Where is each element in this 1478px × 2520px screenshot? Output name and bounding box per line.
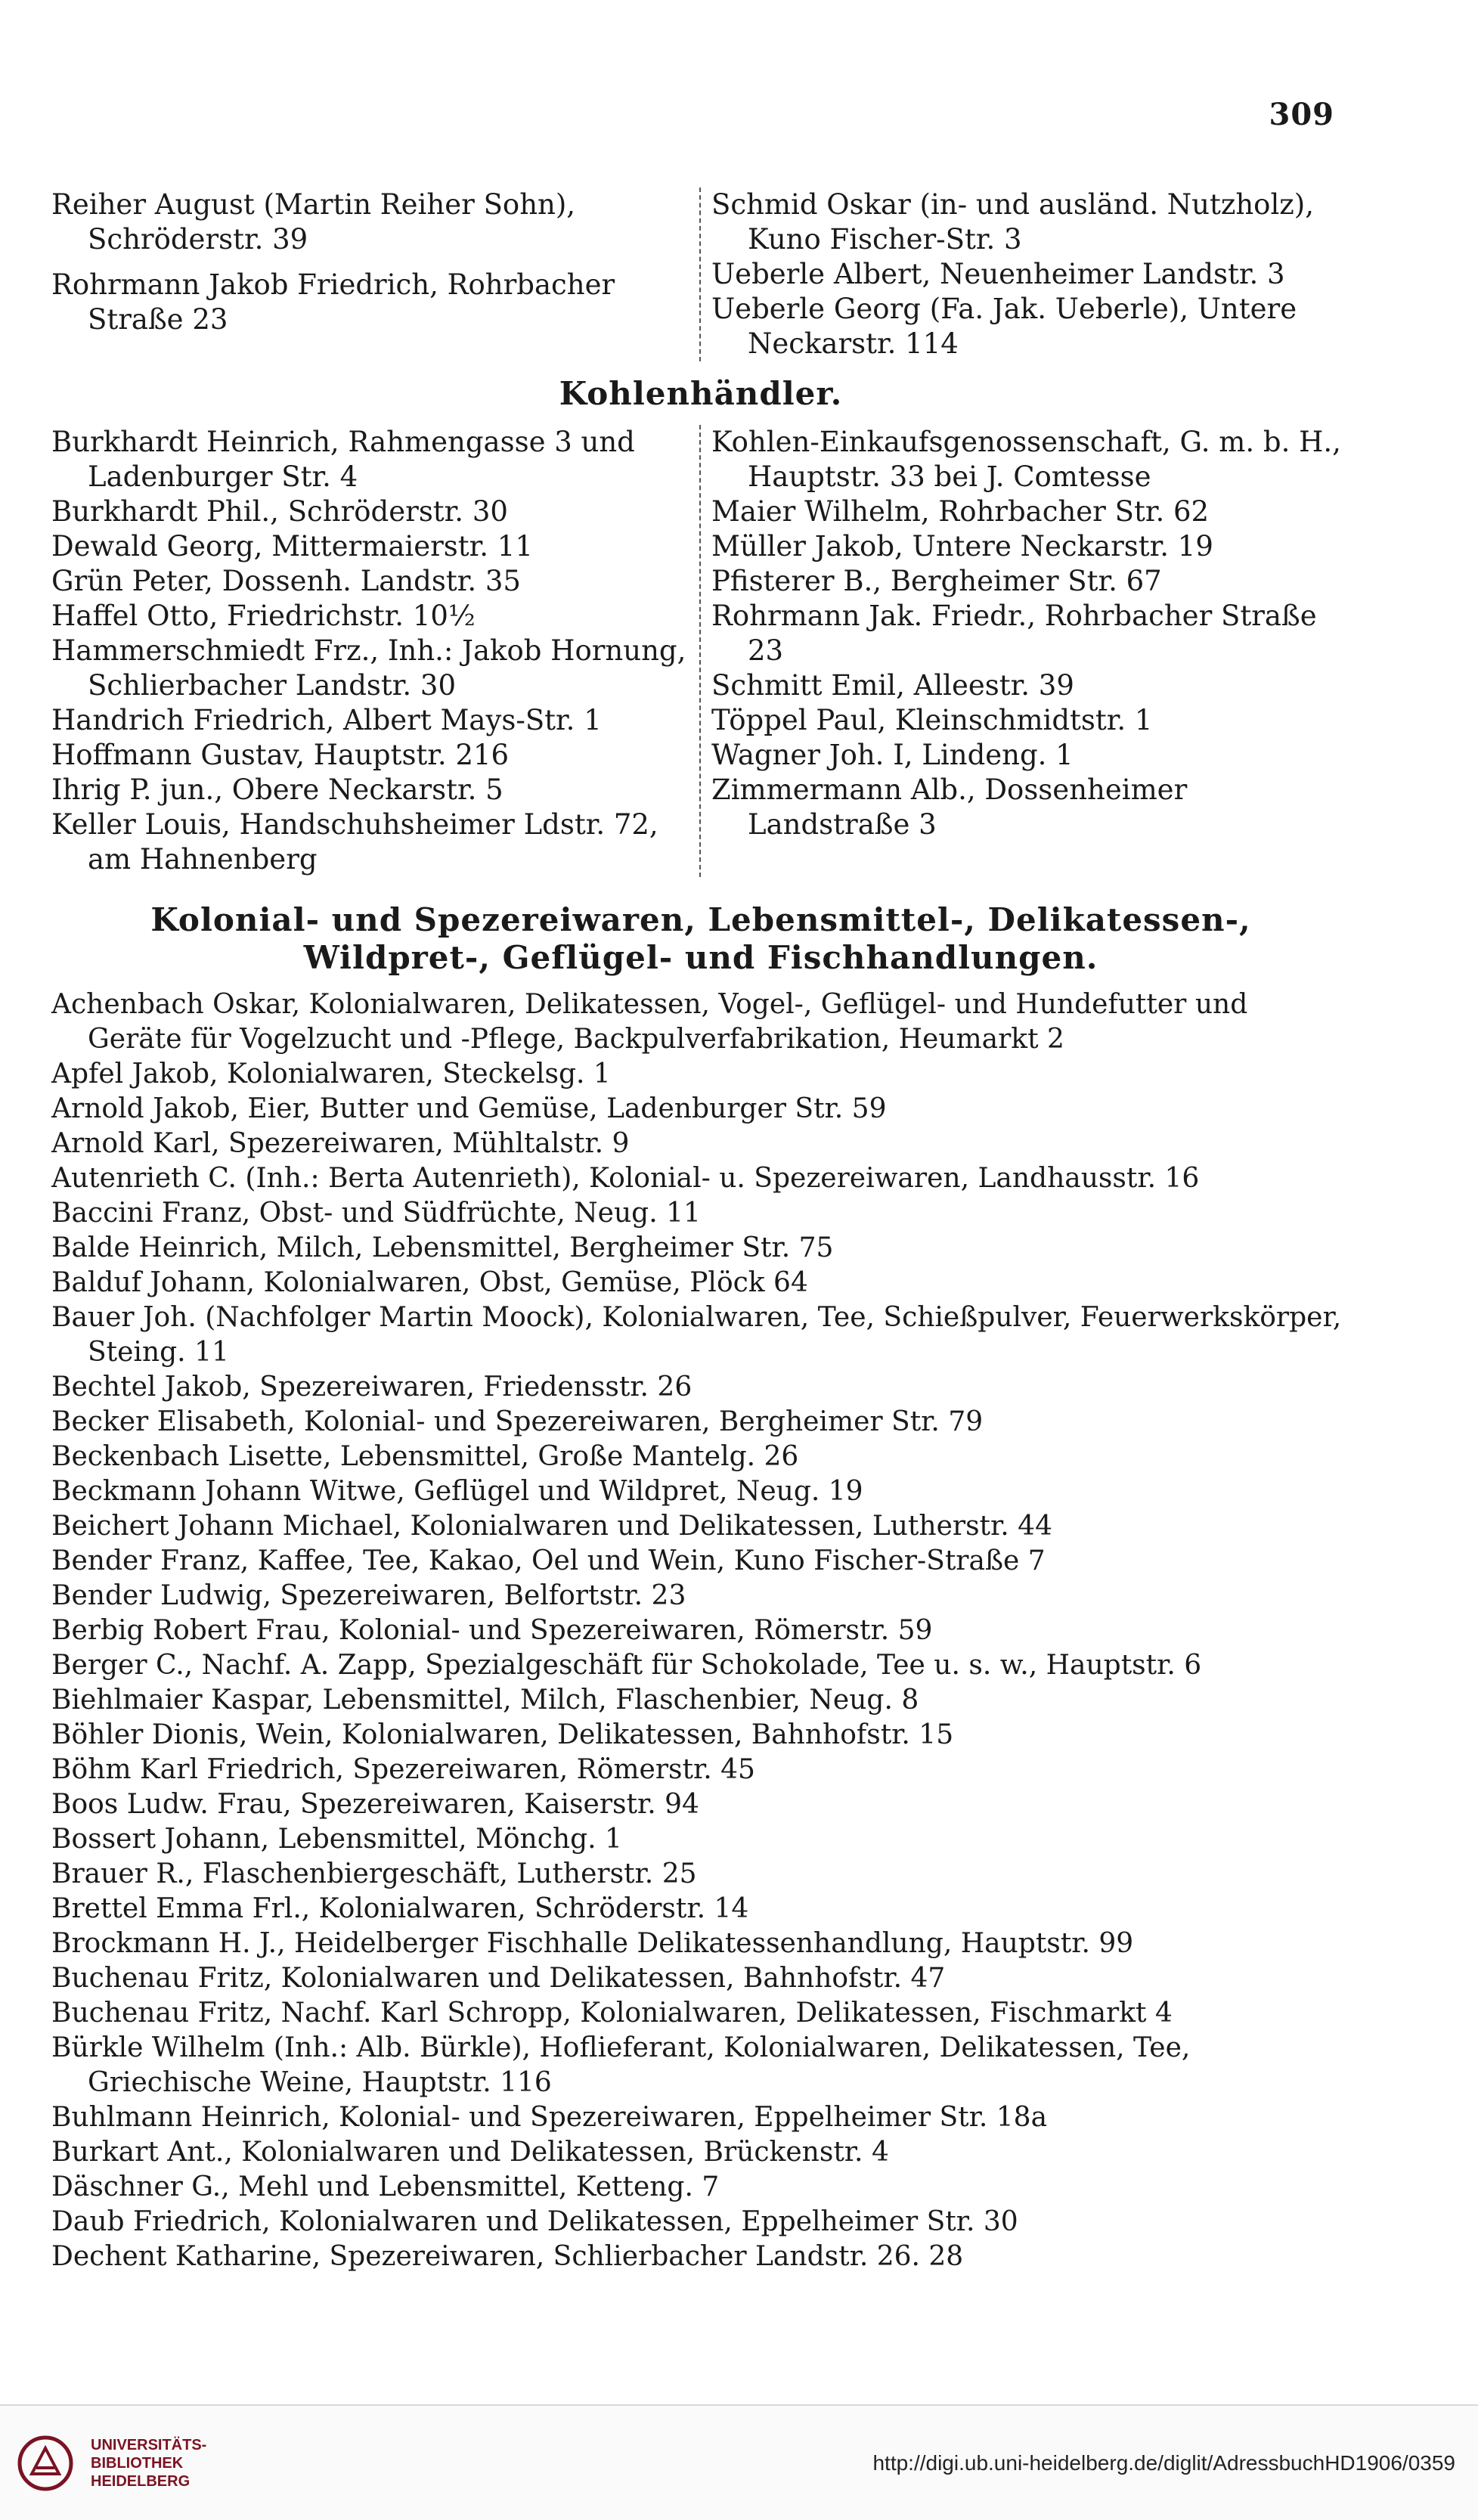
library-logo[interactable] bbox=[17, 2435, 206, 2492]
list-item: Arnold Jakob, Eier, Butter und Gemüse, Ladenburger Str. 59 bbox=[51, 1093, 887, 1124]
list-item: Reiher August (Martin Reiher Sohn), Schröderstr. 39 bbox=[51, 188, 576, 256]
list-item: Burkhardt Heinrich, Rahmengasse 3 und Ladenburger Str. 4 bbox=[51, 426, 635, 493]
kolonial-list bbox=[51, 987, 1350, 2274]
logo-line: BIBLIOTHEK bbox=[91, 2455, 184, 2472]
list-item: Hoffmann Gustav, Hauptstr. 216 bbox=[51, 739, 510, 771]
list-item: Dechent Katharine, Spezereiwaren, Schlierbacher Landstr. 26. 28 bbox=[51, 2241, 964, 2272]
list-item: Becker Elisabeth, Kolonial- und Spezereiwaren, Bergheimer Str. 79 bbox=[51, 1406, 984, 1437]
left-column bbox=[51, 188, 701, 361]
footer bbox=[0, 2404, 1478, 2520]
list-item: Berbig Robert Frau, Kolonial- und Spezereiwaren, Römerstr. 59 bbox=[51, 1615, 933, 1646]
list-item: Buchenau Fritz, Nachf. Karl Schropp, Kolonialwaren, Delikatessen, Fischmarkt 4 bbox=[51, 1998, 1173, 2029]
list-item: Brettel Emma Frl., Kolonialwaren, Schröderstr. 14 bbox=[51, 1893, 749, 1924]
list-item: Ueberle Albert, Neuenheimer Landstr. 3 bbox=[711, 258, 1285, 290]
list-item: Bauer Joh. (Nachfolger Martin Moock), Kolonialwaren, Tee, Schießpulver, Feuerwerkskörper, Steing. 11 bbox=[51, 1302, 1342, 1368]
list-item: Brockmann H. J., Heidelberger Fischhalle Delikatessenhandlung, Hauptstr. 99 bbox=[51, 1928, 1134, 1959]
section-heading-kohlen: Kohlenhändler. bbox=[559, 375, 843, 412]
list-item: Kohlen-Einkaufsgenossenschaft, G. m. b. H., Hauptstr. 33 bei J. Comtesse bbox=[711, 426, 1341, 493]
list-item: Schmid Oskar (in- und ausländ. Nutzholz), Kuno Fischer-Str. 3 bbox=[711, 188, 1314, 256]
list-item: Baccini Franz, Obst- und Südfrüchte, Neug. 11 bbox=[51, 1198, 701, 1229]
list-item: Grün Peter, Dossenh. Landstr. 35 bbox=[51, 565, 521, 597]
list-item: Ueberle Georg (Fa. Jak. Ueberle), Untere Neckarstr. 114 bbox=[711, 293, 1297, 360]
list-item: Zimmermann Alb., Dossenheimer Landstraße 3 bbox=[711, 773, 1188, 841]
list-item: Apfel Jakob, Kolonialwaren, Steckelsg. 1 bbox=[51, 1059, 611, 1090]
list-item: Dewald Georg, Mittermaierstr. 11 bbox=[51, 530, 533, 563]
list-item: Beichert Johann Michael, Kolonialwaren und Delikatessen, Lutherstr. 44 bbox=[51, 1511, 1052, 1542]
logo-line: UNIVERSITÄTS- bbox=[91, 2437, 207, 2453]
list-item: Achenbach Oskar, Kolonialwaren, Delikatessen, Vogel-, Geflügel- und Hundefutter und Geräte für Vogelzucht und -Pflege, Backpulverfabrikation, Heumarkt 2 bbox=[51, 989, 1248, 1055]
list-item: Bossert Johann, Lebensmittel, Mönchg. 1 bbox=[51, 1824, 622, 1855]
list-item: Däschner G., Mehl und Lebensmittel, Ketteng. 7 bbox=[51, 2171, 720, 2202]
list-item: Burkhardt Phil., Schröderstr. 30 bbox=[51, 495, 508, 528]
seal-icon bbox=[17, 2435, 74, 2492]
list-item: Balduf Johann, Kolonialwaren, Obst, Gemüse, Plöck 64 bbox=[51, 1267, 808, 1298]
list-item: Pfisterer B., Bergheimer Str. 67 bbox=[711, 565, 1162, 597]
list-item: Haffel Otto, Friedrichstr. 10½ bbox=[51, 600, 476, 632]
list-item: Buchenau Fritz, Kolonialwaren und Delikatessen, Bahnhofstr. 47 bbox=[51, 1963, 946, 1994]
list-item: Bender Franz, Kaffee, Tee, Kakao, Oel und Wein, Kuno Fischer-Straße 7 bbox=[51, 1545, 1046, 1576]
list-item: Böhm Karl Friedrich, Spezereiwaren, Römerstr. 45 bbox=[51, 1754, 755, 1785]
list-item: Wagner Joh. I, Lindeng. 1 bbox=[711, 739, 1074, 771]
top-continuation-section bbox=[51, 188, 1350, 361]
list-item: Beckenbach Lisette, Lebensmittel, Große Mantelg. 26 bbox=[51, 1441, 799, 1472]
list-item: Keller Louis, Handschuhsheimer Ldstr. 72, am Hahnenberg bbox=[51, 808, 658, 876]
list-item: Buhlmann Heinrich, Kolonial- und Spezereiwaren, Eppelheimer Str. 18a bbox=[51, 2102, 1048, 2133]
list-item: Hammerschmiedt Frz., Inh.: Jakob Hornung, Schlierbacher Landstr. 30 bbox=[51, 634, 686, 702]
list-item: Berger C., Nachf. A. Zapp, Spezialgeschäft für Schokolade, Tee u. s. w., Hauptstr. 6 bbox=[51, 1650, 1202, 1681]
list-item: Rohrmann Jak. Friedr., Rohrbacher Straße 23 bbox=[711, 600, 1317, 667]
list-item: Ihrig P. jun., Obere Neckarstr. 5 bbox=[51, 773, 504, 806]
logo-line: HEIDELBERG bbox=[91, 2473, 191, 2490]
right-column bbox=[701, 188, 1350, 361]
list-item: Balde Heinrich, Milch, Lebensmittel, Bergheimer Str. 75 bbox=[51, 1232, 834, 1263]
list-item: Bender Ludwig, Spezereiwaren, Belfortstr. 23 bbox=[51, 1580, 686, 1611]
list-item: Beckmann Johann Witwe, Geflügel und Wildpret, Neug. 19 bbox=[51, 1476, 863, 1507]
list-item: Burkart Ant., Kolonialwaren und Delikatessen, Brückenstr. 4 bbox=[51, 2137, 889, 2168]
list-item: Bürkle Wilhelm (Inh.: Alb. Bürkle), Hoflieferant, Kolonialwaren, Delikatessen, Tee, Griechische Weine, Hauptstr. 116 bbox=[51, 2032, 1191, 2098]
list-item: Rohrmann Jakob Friedrich, Rohrbacher Straße 23 bbox=[51, 268, 615, 336]
list-item: Daub Friedrich, Kolonialwaren und Delikatessen, Eppelheimer Str. 30 bbox=[51, 2206, 1018, 2237]
list-item: Biehlmaier Kaspar, Lebensmittel, Milch, Flaschenbier, Neug. 8 bbox=[51, 1685, 919, 1716]
logo-text bbox=[91, 2436, 206, 2491]
page-number: 309 bbox=[1269, 97, 1334, 132]
list-item: Autenrieth C. (Inh.: Berta Autenrieth), Kolonial- u. Spezereiwaren, Landhausstr. 16 bbox=[51, 1163, 1200, 1194]
left-column bbox=[51, 425, 701, 877]
list-item: Handrich Friedrich, Albert Mays-Str. 1 bbox=[51, 704, 602, 736]
right-column bbox=[701, 425, 1350, 877]
list-item: Boos Ludw. Frau, Spezereiwaren, Kaiserstr. 94 bbox=[51, 1789, 699, 1820]
list-item: Töppel Paul, Kleinschmidtstr. 1 bbox=[711, 704, 1153, 736]
list-item: Müller Jakob, Untere Neckarstr. 19 bbox=[711, 530, 1213, 563]
list-item: Maier Wilhelm, Rohrbacher Str. 62 bbox=[711, 495, 1210, 528]
kohlen-section bbox=[51, 425, 1350, 877]
list-item: Böhler Dionis, Wein, Kolonialwaren, Delikatessen, Bahnhofstr. 15 bbox=[51, 1719, 954, 1750]
section-heading-kolonial: Kolonial- und Spezereiwaren, Lebensmittel-, Delikatessen-, Wildpret-, Geflügel- und Fischhandlungen. bbox=[150, 901, 1251, 976]
list-item: Schmitt Emil, Alleestr. 39 bbox=[711, 669, 1074, 702]
list-item: Brauer R., Flaschenbiergeschäft, Lutherstr. 25 bbox=[51, 1858, 697, 1889]
source-url-link[interactable]: http://digi.ub.uni-heidelberg.de/diglit/AdressbuchHD1906/0359 bbox=[872, 2451, 1455, 2475]
list-item: Bechtel Jakob, Spezereiwaren, Friedensstr. 26 bbox=[51, 1372, 693, 1403]
list-item: Arnold Karl, Spezereiwaren, Mühltalstr. 9 bbox=[51, 1128, 630, 1159]
